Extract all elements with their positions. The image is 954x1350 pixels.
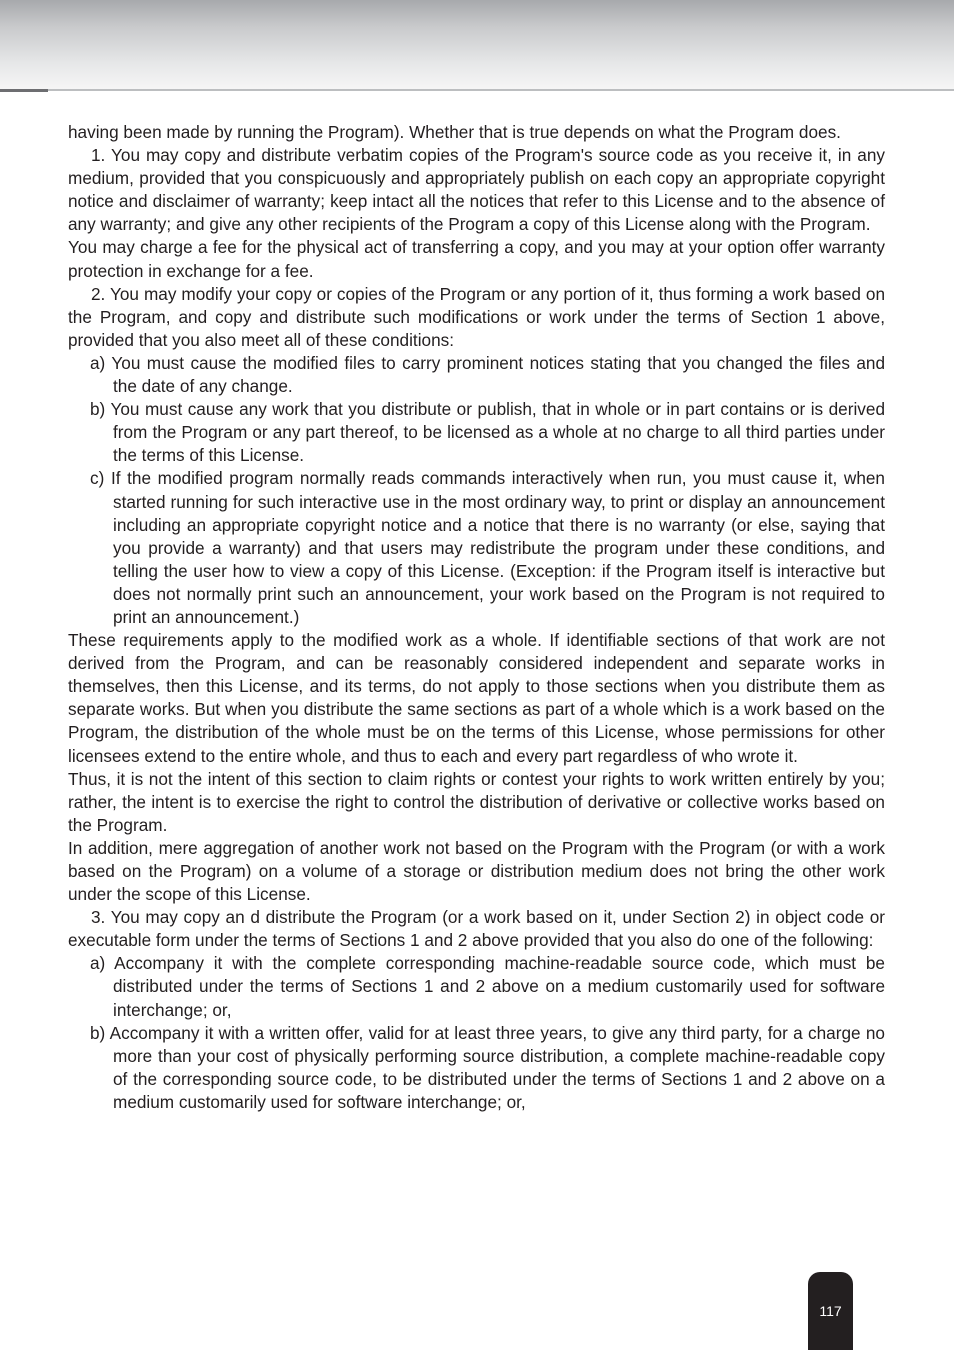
paragraph-section-1: 1. You may copy and distribute verbatim copies of the Program's source code as you receive it, in any medium, provided that you conspicuously and appropriately publish on each copy an appropriate copyright notice and disclaimer of warranty; keep intact all the notices that refer to this License and to the absence of any warranty; and give any other recipients of the Program a copy of this License along with the Program. xyxy=(68,145,885,235)
list-item-3a: a) Accompany it with the complete corresponding machine-readable source code, which must be distributed under the terms of Sections 1 and 2 above on a medium customarily used for software interchange; or, xyxy=(90,953,885,1020)
paragraph-fee: You may charge a fee for the physical act of transferring a copy, and you may at your option offer warranty protection in exchange for a fee. xyxy=(68,237,885,281)
license-text-body xyxy=(68,121,885,1114)
header-divider-accent xyxy=(0,89,48,92)
list-item-3b: b) Accompany it with a written offer, valid for at least three years, to give any third party, for a charge no more than your cost of physically performing source distribution, a complete machine-readable copy of the corresponding source code, to be distributed under the terms of Sections 1 and 2 above on a medium customarily used for software interchange; or, xyxy=(90,1022,885,1112)
paragraph-requirements: These requirements apply to the modified work as a whole. If identifiable sections of that work are not derived from the Program, and can be reasonably considered independent and separate works in themselves, then this License, and its terms, do not apply to those sections when you distribute them as separate works. But when you distribute the same sections as part of a whole which is a work based on the Program, the distribution of the whole must be on the terms of this License, whose permissions for other licensees extend to the entire whole, and thus to each and every part regardless of who wrote it. xyxy=(68,630,885,766)
page-number: 117 xyxy=(819,1303,842,1319)
paragraph-section-3: 3. You may copy an d distribute the Program (or a work based on it, under Section 2) in object code or executable form under the terms of Sections 1 and 2 above provided that you also do one of the following: xyxy=(68,907,885,951)
paragraph-intent: Thus, it is not the intent of this section to claim rights or contest your rights to work written entirely by you; rather, the intent is to exercise the right to control the distribution of derivative or collective works based on the Program. xyxy=(68,768,885,835)
list-item-2a: a) You must cause the modified files to carry prominent notices stating that you changed the files and the date of any change. xyxy=(90,352,885,397)
page-number-tab xyxy=(808,1272,853,1350)
list-item-2c: c) If the modified program normally reads commands interactively when run, you must cause it, when started running for such interactive use in the most ordinary way, to print or display an announcement including an appropriate copyright notice and a notice that there is no warranty (or else, saying that you provide a warranty) and that users may redistribute the program under these conditions, and telling the user how to view a copy of this License. (Exception: if the Program itself is interactive but does not normally print such an announcement, your work based on the Program is not required to print an announcement.) xyxy=(90,468,885,627)
paragraph-section-2: 2. You may modify your copy or copies of the Program or any portion of it, thus forming a work based on the Program, and copy and distribute such modifications or work under the terms of Section 1 above, provided that you also meet all of these conditions: xyxy=(68,283,885,350)
paragraph-aggregation: In addition, mere aggregation of another work not based on the Program with the Program (or with a work based on the Program) on a volume of a storage or distribution medium does not bring the other work under the scope of this License. xyxy=(68,837,885,905)
list-item-2b: b) You must cause any work that you distribute or publish, that in whole or in part contains or is derived from the Program or any part thereof, to be licensed as a whole at no charge to all third parties under the terms of this License. xyxy=(90,399,885,466)
paragraph-continuation: having been made by running the Program). Whether that is true depends on what the Program does. xyxy=(68,122,841,142)
header-divider xyxy=(0,89,954,91)
header-band xyxy=(0,0,954,90)
